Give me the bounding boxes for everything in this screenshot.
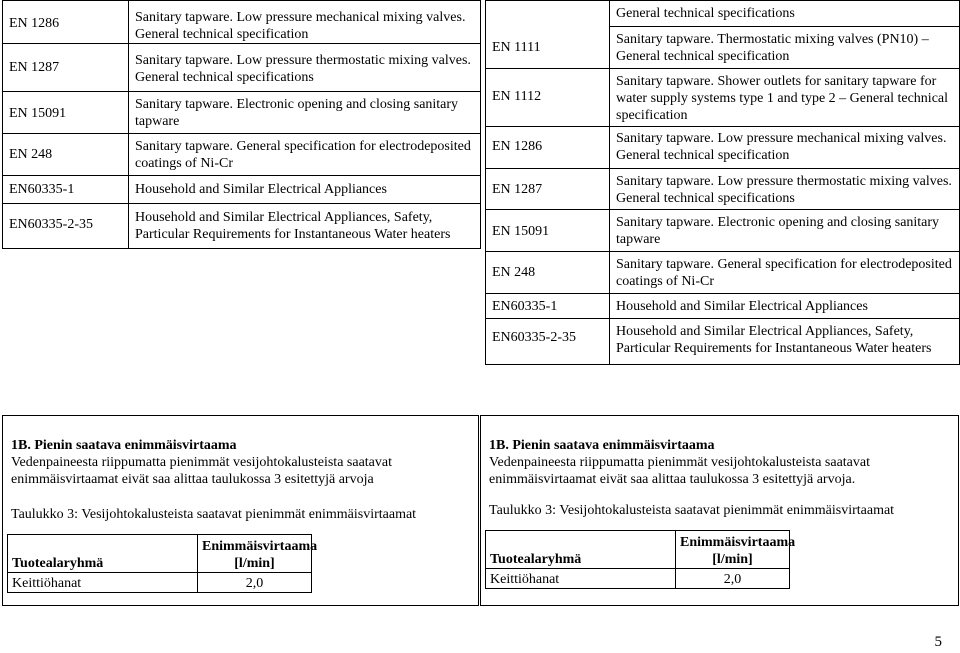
row-value: 2,0 <box>676 569 790 589</box>
table-row <box>486 252 960 294</box>
column-header-max-flow <box>198 535 318 573</box>
standard-code: EN 1287 <box>486 169 610 210</box>
standard-description: Sanitary tapware. Electronic opening and closing sanitary tapware <box>129 92 481 134</box>
flow-requirement-box-right <box>480 415 959 606</box>
standard-code: EN60335-2-35 <box>486 319 610 365</box>
column-header-line: Enimmäisvirtaama <box>680 535 796 550</box>
table-header-row <box>486 531 790 569</box>
standard-code: EN 248 <box>3 134 129 176</box>
standard-description: Sanitary tapware. Low pressure mechanical mixing valves. General technical specification <box>129 1 481 44</box>
table-row <box>486 127 960 169</box>
standard-description: Sanitary tapware. General specification for electrodeposited coatings of Ni-Cr <box>129 134 481 176</box>
table-row <box>486 210 960 252</box>
standard-code: EN 1287 <box>3 44 129 92</box>
column-header-product-group: Tuotealaryhmä <box>486 531 676 569</box>
flow-requirement-box-left <box>2 415 479 606</box>
table-row <box>3 176 481 204</box>
page-number: 5 <box>934 634 942 650</box>
section-paragraph: Vedenpaineesta riippumatta pienimmät vesijohtokalusteista saatavat enimmäisvirtaamat eivät saa alittaa taulukossa 3 esitettyjä arvoja <box>11 455 392 487</box>
table-row <box>486 319 960 365</box>
standard-code: EN 1112 <box>486 69 610 127</box>
table-caption: Taulukko 3: Vesijohtokalusteista saatavat pienimmät enimmäisvirtaamat <box>489 503 895 518</box>
standard-description: Sanitary tapware. General specification for electrodeposited coatings of Ni-Cr <box>610 252 960 294</box>
table-header-row <box>8 535 312 573</box>
section-heading: 1B. Pienin saatava enimmäisvirtaama <box>11 438 237 453</box>
standard-description: Household and Similar Electrical Appliances, Safety, Particular Requirements for Instantaneous Water heaters <box>610 319 960 365</box>
standard-code: EN 15091 <box>3 92 129 134</box>
standard-description: Sanitary tapware. Electronic opening and closing sanitary tapware <box>610 210 960 252</box>
table-row <box>486 294 960 319</box>
table-row <box>3 1 481 44</box>
table-row <box>486 169 960 210</box>
standard-code: EN 1111 <box>486 1 610 69</box>
standard-code: EN 1286 <box>3 1 129 44</box>
table-row <box>486 569 790 589</box>
standard-description: Sanitary tapware. Low pressure thermostatic mixing valves. General technical specifications <box>610 169 960 210</box>
table-caption: Taulukko 3: Vesijohtokalusteista saatavat pienimmät enimmäisvirtaamat <box>11 507 417 522</box>
standard-description: Sanitary tapware. Shower outlets for sanitary tapware for water supply systems type 1 and type 2 – General technical specification <box>610 69 960 127</box>
standards-table-right <box>485 0 960 365</box>
standard-code: EN 1286 <box>486 127 610 169</box>
row-label: Keittiöhanat <box>8 573 198 593</box>
table-row <box>3 204 481 249</box>
table-row <box>3 134 481 176</box>
standard-description: Household and Similar Electrical Appliances <box>129 176 481 204</box>
standard-description: Sanitary tapware. Low pressure mechanical mixing valves. General technical specification <box>610 127 960 169</box>
standard-code: EN 15091 <box>486 210 610 252</box>
standard-description: Household and Similar Electrical Appliances <box>610 294 960 319</box>
standard-description: Sanitary tapware. Low pressure thermostatic mixing valves. General technical specifications <box>129 44 481 92</box>
section-heading: 1B. Pienin saatava enimmäisvirtaama <box>489 438 715 453</box>
table-row <box>486 1 960 27</box>
column-header-unit: [l/min] <box>234 556 275 571</box>
standard-code: EN 248 <box>486 252 610 294</box>
row-label: Keittiöhanat <box>486 569 676 589</box>
table-row <box>8 573 312 593</box>
standard-description: Sanitary tapware. Thermostatic mixing valves (PN10) – General technical specification <box>610 27 960 69</box>
standard-code: EN60335-2-35 <box>3 204 129 249</box>
standard-code: EN60335-1 <box>486 294 610 319</box>
column-header-max-flow <box>676 531 796 569</box>
standard-code: EN60335-1 <box>3 176 129 204</box>
flow-rate-table <box>7 534 318 593</box>
standard-description: Household and Similar Electrical Appliances, Safety, Particular Requirements for Instantaneous Water heaters <box>129 204 481 249</box>
row-value: 2,0 <box>198 573 312 593</box>
column-header-product-group: Tuotealaryhmä <box>8 535 198 573</box>
table-row <box>486 69 960 127</box>
table-row <box>3 44 481 92</box>
table-row <box>3 92 481 134</box>
standards-table-left <box>2 0 481 249</box>
column-header-unit: [l/min] <box>712 552 753 567</box>
column-header-line: Enimmäisvirtaama <box>202 539 318 554</box>
flow-rate-table <box>485 530 796 589</box>
standard-description: General technical specifications <box>610 1 960 27</box>
section-paragraph: Vedenpaineesta riippumatta pienimmät vesijohtokalusteista saatavat enimmäisvirtaamat eivät saa alittaa taulukossa 3 esitettyjä arvoja. <box>489 455 870 487</box>
